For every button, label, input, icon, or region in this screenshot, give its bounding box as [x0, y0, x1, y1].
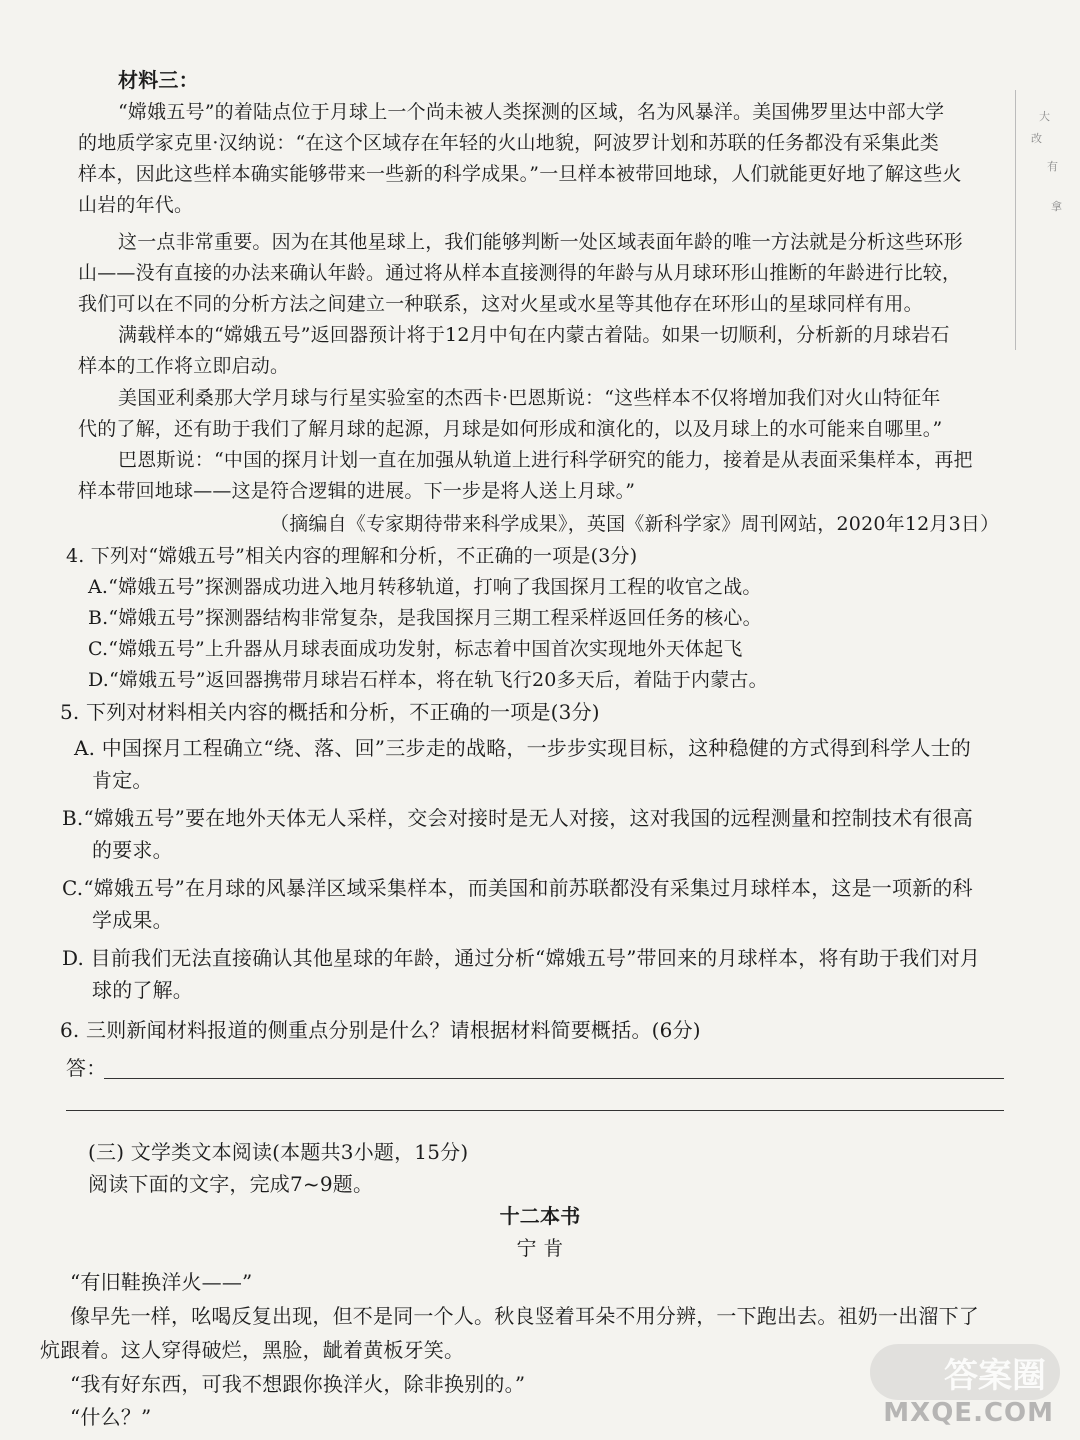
material3-line: 的地质学家克里·汉纳说：“在这个区域存在年轻的火山地貌，阿波罗计划和苏联的任务都没有采集此类 [78, 132, 939, 154]
q5-stem: 5. 下列对材料相关内容的概括和分析，不正确的一项是(3分) [60, 700, 600, 724]
material3-line: 样本，因此这些样本确实能够带来一些新的科学成果。”一旦样本被带回地球，人们就能更好地了解这些火 [78, 163, 962, 185]
material3-line: 满载样本的“嫦娥五号”返回器预计将于12月中旬在内蒙古着陆。如果一切顺利，分析新的月球岩石 [118, 324, 950, 346]
q4-option-a: A.“嫦娥五号”探测器成功进入地月转移轨道，打响了我国探月工程的收官之战。 [88, 576, 762, 598]
material3-line: 我们可以在不同的分析方法之间建立一种联系，这对火星或水星等其他存在环形山的星球同样有用。 [78, 293, 923, 315]
material3-line: 这一点非常重要。因为在其他星球上，我们能够判断一处区域表面年龄的唯一方法就是分析这些环形 [118, 231, 963, 253]
q4-option-d: D.“嫦娥五号”返回器携带月球岩石样本，将在轨飞行20多天后，着陆于内蒙古。 [88, 669, 768, 691]
q5-option-d: D. 目前我们无法直接确认其他星球的年龄，通过分析“嫦娥五号”带回来的月球样本，将有助于我们对月 [62, 946, 981, 970]
material3-source: （摘编自《专家期待带来科学成果》，英国《新科学家》周刊网站，2020年12月3日） [270, 513, 1000, 535]
edge-mark: 有 [1047, 160, 1058, 173]
q5-option-b-cont: 的要求。 [92, 838, 173, 862]
story-line: “什么？” [70, 1405, 152, 1429]
section3-title: (三) 文学类文本阅读(本题共3小题，15分) [88, 1140, 469, 1164]
watermark-logo [870, 1344, 1060, 1434]
edge-mark: 改 [1031, 132, 1042, 145]
material3-line: 美国亚利桑那大学月球与行星实验室的杰西卡·巴恩斯说：“这些样本不仅将增加我们对火山特征年 [118, 387, 941, 409]
q4-option-b: B.“嫦娥五号”探测器结构非常复杂，是我国探月三期工程采样返回任务的核心。 [88, 607, 762, 629]
story-title: 十二本书 [499, 1204, 581, 1228]
material3-line: 样本带回地球——这是符合逻辑的进展。下一步是将人送上月球。” [78, 480, 636, 502]
answer-line[interactable] [104, 1078, 1004, 1079]
q5-option-c: C.“嫦娥五号”在月球的风暴洋区域采集样本，而美国和前苏联都没有采集过月球样本，这是一项新的科 [62, 876, 973, 900]
watermark-url: MXQE.COM [883, 1398, 1054, 1428]
story-line: 炕跟着。这人穿得破烂，黑脸，龇着黄板牙笑。 [40, 1338, 465, 1362]
story-line: 像早先一样，吆喝反复出现，但不是同一个人。秋良竖着耳朵不用分辨，一下跑出去。祖奶一出溜下了 [70, 1304, 979, 1328]
q5-option-c-cont: 学成果。 [92, 908, 173, 932]
material3-line: 巴恩斯说：“中国的探月计划一直在加强从轨道上进行科学研究的能力，接着是从表面采集样本，再把 [118, 449, 973, 471]
answer-line[interactable] [66, 1110, 1004, 1111]
page-edge-line [1015, 90, 1016, 350]
material3-line: 山——没有直接的办法来确认年龄。通过将从样本直接测得的年龄与从月球环形山推断的年龄进行比较， [78, 262, 962, 284]
story-line: “我有好东西，可我不想跟你换洋火，除非换别的。” [70, 1372, 526, 1396]
material3-line: 山岩的年代。 [78, 194, 194, 216]
material3-heading: 材料三： [118, 68, 199, 92]
q5-option-a: A. 中国探月工程确立“绕、落、回”三步走的战略，一步步实现目标，这种稳健的方式得到科学人士的 [74, 736, 972, 760]
q4-option-c: C.“嫦娥五号”上升器从月球表面成功发射，标志着中国首次实现地外天体起飞 [88, 638, 743, 660]
story-author: 宁 肯 [516, 1236, 564, 1260]
material3-line: “嫦娥五号”的着陆点位于月球上一个尚未被人类探测的区域，名为风暴洋。美国佛罗里达中部大学 [118, 101, 945, 123]
q5-option-d-cont: 球的了解。 [92, 978, 193, 1002]
q5-option-a-cont: 肯定。 [92, 768, 153, 792]
material3-line: 代的了解，还有助于我们了解月球的起源，月球是如何形成和演化的，以及月球上的水可能来自哪里。” [78, 418, 943, 440]
q6-stem: 6. 三则新闻材料报道的侧重点分别是什么？请根据材料简要概括。(6分) [60, 1018, 701, 1042]
edge-mark: 拿 [1051, 200, 1062, 213]
watermark-badge-text: 答案圈 [944, 1356, 1046, 1396]
section3-instruction: 阅读下面的文字，完成7~9题。 [88, 1172, 374, 1196]
q5-option-b: B.“嫦娥五号”要在地外天体无人采样，交会对接时是无人对接，这对我国的远程测量和控制技术有很高 [62, 806, 973, 830]
story-line: “有旧鞋换洋火——” [70, 1270, 253, 1294]
material3-line: 样本的工作将立即启动。 [78, 355, 290, 377]
q6-answer-label: 答： [66, 1056, 107, 1080]
q4-stem: 4. 下列对“嫦娥五号”相关内容的理解和分析，不正确的一项是(3分) [66, 545, 638, 567]
edge-mark: 大 [1039, 110, 1050, 123]
